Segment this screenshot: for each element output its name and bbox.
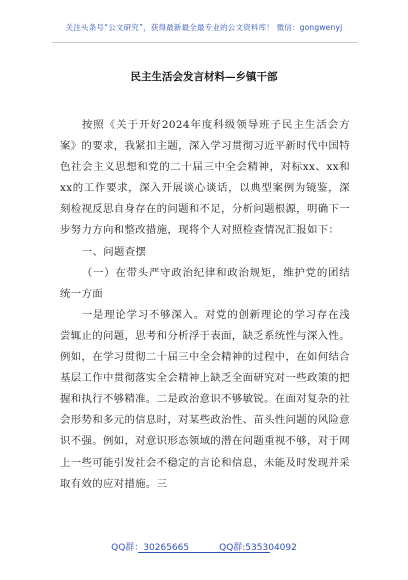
footer-qq-group-2: QQ群:535304092	[219, 543, 297, 553]
header-divider	[52, 42, 358, 43]
body-paragraph: 一是理论学习不够深入。对党的创新理论的学习存在浅尝辄止的问题，思考和分析浮于表面，缺乏系统性与深入性。例如，在学习贯彻二十届三中全会精神的过程中，在如何结合基层工作中贯彻落实全会精神上缺乏全面研究对一些政策的把握和执行不够精准。二是政治意识不够敏锐。在面对复杂的社会形势和多元的信息时，对某些政治性、苗头性问题的风险意识不强。例如，对意识形态领域的潜在问题重视不够，对于网上一些可能引发社会不稳定的言论和信息，未能及时发现并采取有效的应对措施。三	[60, 308, 350, 490]
header-banner: 关注头条号“公文研究”，获得最新最全最专业的公文资料库！ 微信：gongwenyj	[65, 23, 343, 32]
document-title: 民主生活会发言材料—乡镇干部	[130, 71, 278, 83]
footer-underline	[138, 552, 270, 553]
document-body	[60, 115, 350, 495]
footer-qq-group-1: QQ群：30265665	[111, 543, 190, 553]
subsection-heading: （一）在带头严守政治纪律和政治规矩，维护党的团结统一方面	[60, 266, 350, 300]
section-heading: 一、问题查摆	[81, 245, 147, 258]
intro-paragraph: 按照《关于开好2024年度科级领导班子民主生活会方案》的要求，我紧扣主题，深入学习贯彻习近平新时代中国特色社会主义思想和党的二十届三中全会精神，对标xx、xx和xx的工作要求，深入开展谈心谈话，以典型案例为镜鉴，深刻检视反思自身存在的问题和不足，分析问题根源，明确下一步努力方向和整改措施，现将个人对照检查情况汇报如下：	[60, 119, 350, 237]
